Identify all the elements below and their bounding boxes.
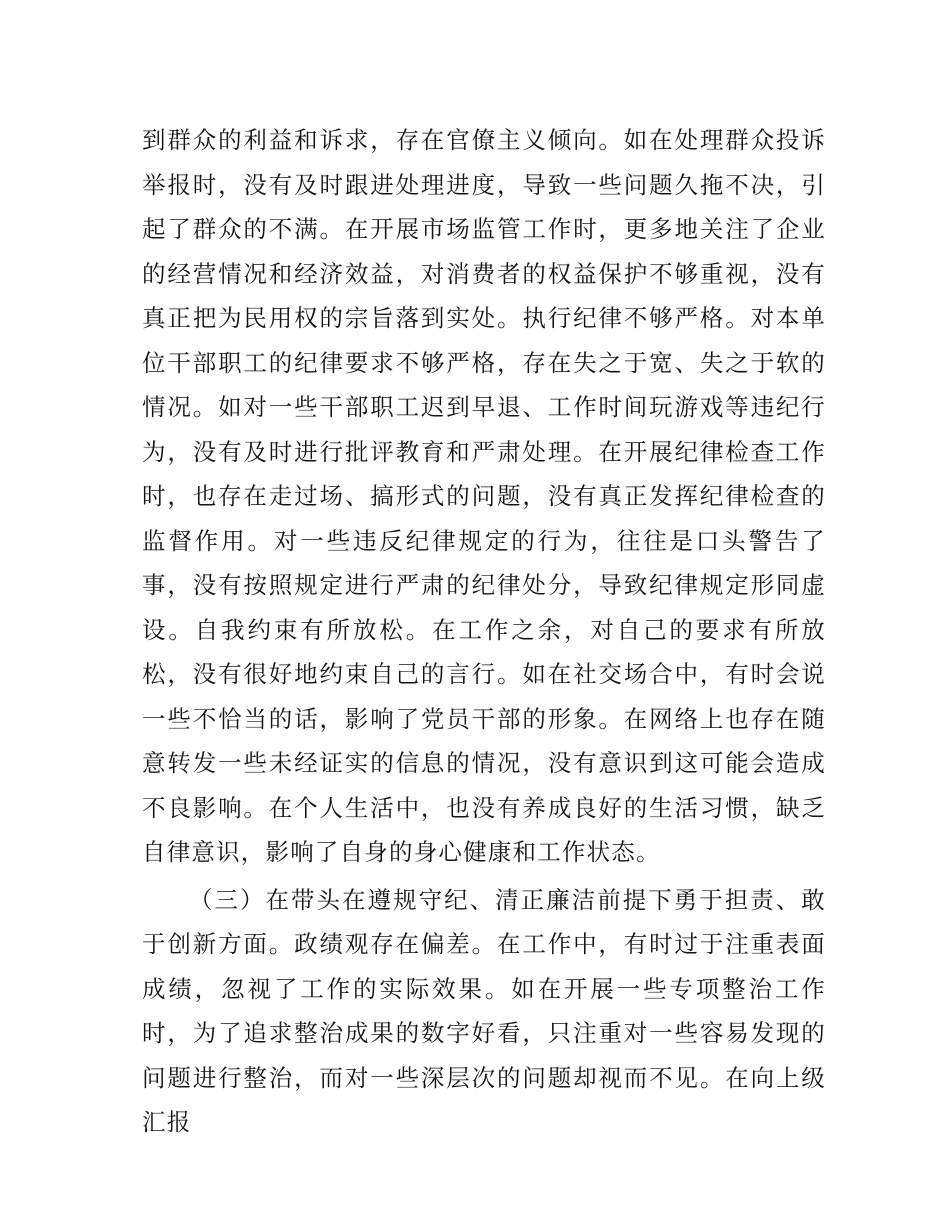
paragraph-section-three: （三）在带头在遵规守纪、清正廉洁前提下勇于担责、敢于创新方面。政绩观存在偏差。在工作中，有时过于注重表面成绩，忽视了工作的实际效果。如在开展一些专项整治工作时，为了追求整治成果的数字好看，只注重对一些容易发现的问题进行整治，而对一些深层次的问题却视而不见。在向上级汇报: [142, 885, 826, 1136]
paragraph-continued: 到群众的利益和诉求，存在官僚主义倾向。如在处理群众投诉举报时，没有及时跟进处理进度，导致一些问题久拖不决，引起了群众的不满。在开展市场监管工作时，更多地关注了企业的经营情况和经济效益，对消费者的权益保护不够重视，没有真正把为民用权的宗旨落到实处。执行纪律不够严格。对本单位干部职工的纪律要求不够严格，存在失之于宽、失之于软的情况。如对一些干部职工迟到早退、工作时间玩游戏等违纪行为，没有及时进行批评教育和严肃处理。在开展纪律检查工作时，也存在走过场、搞形式的问题，没有真正发挥纪律检查的监督作用。对一些违反纪律规定的行为，往往是口头警告了事，没有按照规定进行严肃的纪律处分，导致纪律规定形同虚设。自我约束有所放松。在工作之余，对自己的要求有所放松，没有很好地约束自己的言行。如在社交场合中，有时会说一些不恰当的话，影响了党员干部的形象。在网络上也存在随意转发一些未经证实的信息的情况，没有意识到这可能会造成不良影响。在个人生活中，也没有养成良好的生活习惯，缺乏自律意识，影响了自身的身心健康和工作状态。: [142, 126, 826, 866]
document-body: [142, 118, 826, 1145]
